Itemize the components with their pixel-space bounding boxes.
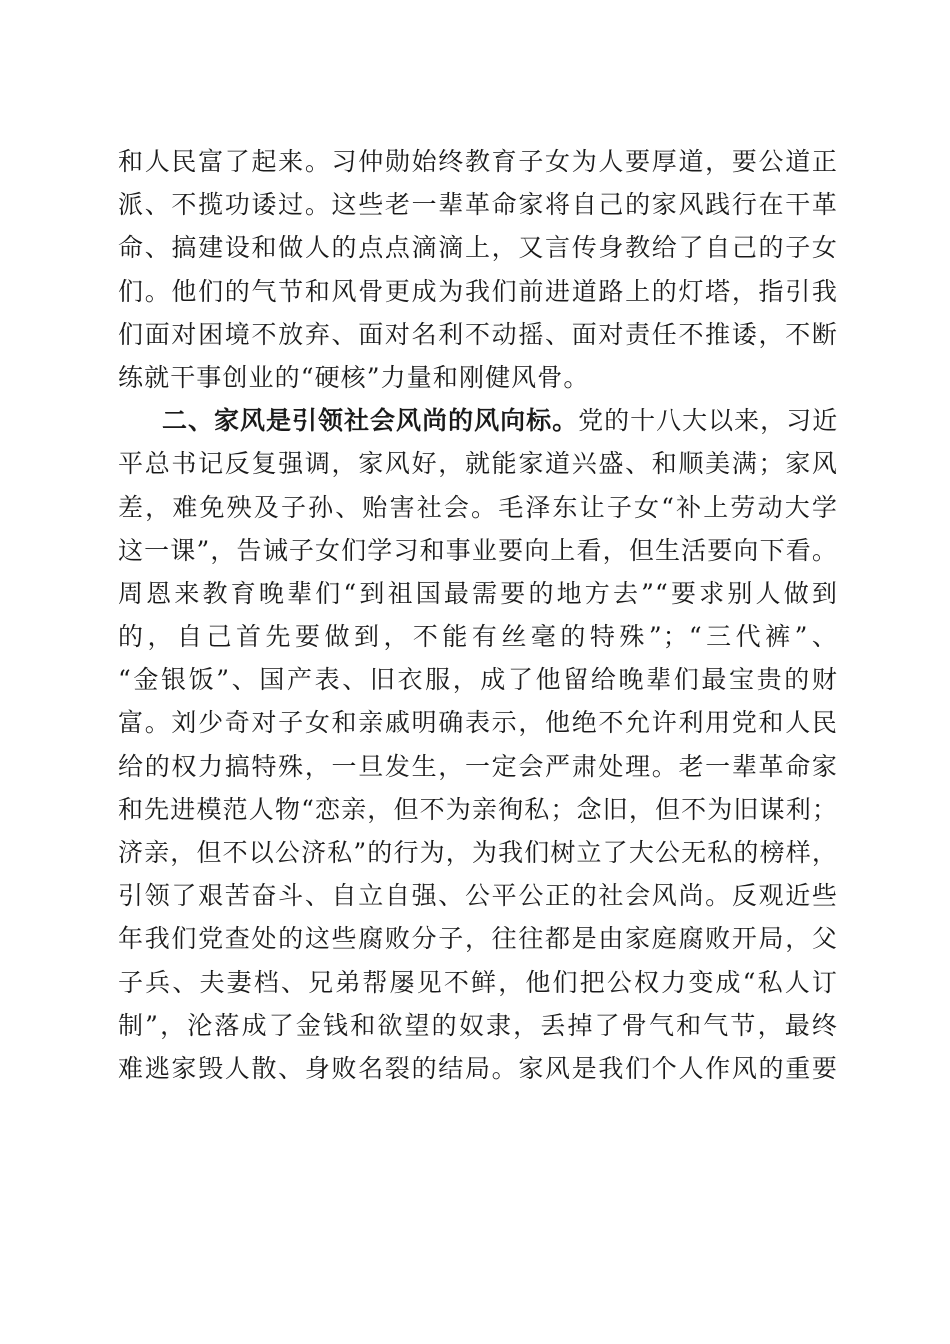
text-run: 党的十八大以来，习近 (578, 406, 838, 436)
text-line: 们。他们的气节和风骨更成为我们前进道路上的灯塔，指引我 (118, 276, 838, 306)
text-line: 派、不揽功诿过。这些老一辈革命家将自己的家风践行在干革 (118, 190, 838, 220)
text-line: 子兵、夫妻档、兄弟帮屡见不鲜，他们把公权力变成“私人订 (118, 967, 838, 997)
section-heading: 二、家风是引领社会风尚的风向标。 (162, 406, 579, 436)
text-line: “金银饭”、国产表、旧衣服，成了他留给晚辈们最宝贵的财 (118, 665, 838, 695)
text-line: 年我们党查处的这些腐败分子，往往都是由家庭腐败开局，父 (118, 924, 838, 954)
text-line: 练就干事创业的“硬核”力量和刚健风骨。 (118, 362, 590, 392)
text-line: 命、搞建设和做人的点点滴滴上，又言传身教给了自己的子女 (118, 233, 838, 263)
section-heading-line (118, 399, 838, 442)
text-line: 的，自己首先要做到，不能有丝毫的特殊”；“三代裤”、 (118, 622, 838, 652)
body-text (118, 140, 838, 1090)
text-line: 差，难免殃及子孙、贻害社会。毛泽东让子女“补上劳动大学 (118, 492, 838, 522)
text-line: 制”，沦落成了金钱和欲望的奴隶，丢掉了骨气和气节，最终 (118, 1010, 838, 1040)
text-line: 平总书记反复强调，家风好，就能家道兴盛、和顺美满；家风 (118, 449, 838, 479)
text-line: 引领了艰苦奋斗、自立自强、公平公正的社会风尚。反观近些 (118, 881, 838, 911)
text-line: 给的权力搞特殊，一旦发生，一定会严肃处理。老一辈革命家 (118, 751, 838, 781)
text-line: 难逃家毁人散、身败名裂的结局。家风是我们个人作风的重要 (118, 1053, 838, 1083)
text-line: 富。刘少奇对子女和亲戚明确表示，他绝不允许利用党和人民 (118, 708, 838, 738)
text-line: 济亲，但不以公济私”的行为，为我们树立了大公无私的榜样， (118, 838, 838, 867)
text-line: 和人民富了起来。习仲勋始终教育子女为人要厚道，要公道正 (118, 147, 838, 176)
text-line: 周恩来教育晚辈们“到祖国最需要的地方去”“要求别人做到 (118, 578, 838, 608)
text-line: 和先进模范人物“恋亲，但不为亲徇私；念旧，但不为旧谋利； (118, 794, 838, 824)
text-line: 这一课”，告诫子女们学习和事业要向上看，但生活要向下看。 (118, 535, 838, 565)
text-line: 们面对困境不放弃、面对名利不动摇、面对责任不推诿，不断 (118, 319, 838, 349)
